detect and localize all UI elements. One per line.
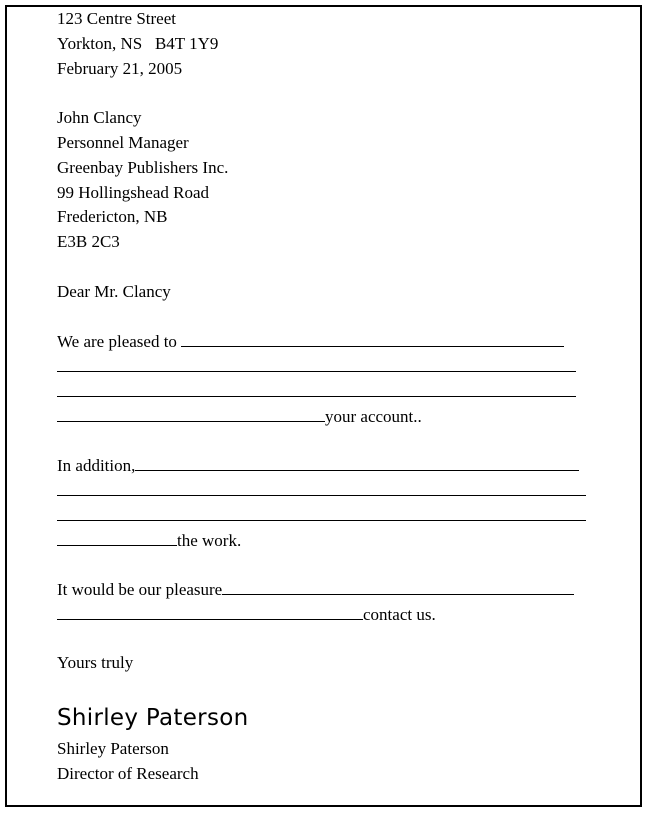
paragraph2-line2 (57, 480, 586, 501)
blank-line[interactable] (57, 505, 586, 521)
blank-line[interactable] (181, 331, 564, 347)
paragraph1-start: We are pleased to (57, 332, 182, 351)
recipient-title: Personnel Manager (57, 133, 189, 152)
blank-line[interactable] (57, 530, 177, 546)
paragraph2-line3 (57, 505, 586, 526)
paragraph2-start: In addition, (57, 456, 136, 475)
paragraph1-line4 (57, 406, 422, 427)
paragraph2-line4 (57, 530, 241, 551)
paragraph2-end: the work. (177, 531, 242, 550)
recipient-street: 99 Hollingshead Road (57, 183, 210, 202)
handwritten-signature: Shirley Paterson (57, 705, 249, 731)
paragraph2-line1 (57, 455, 579, 476)
blank-line[interactable] (57, 356, 576, 372)
blank-line[interactable] (57, 604, 363, 620)
sender-city-line: Yorkton, NS B4T 1Y9 (57, 34, 219, 53)
recipient-company: Greenbay Publishers Inc. (57, 158, 229, 177)
paragraph3-start: It would be our pleasure (57, 580, 223, 599)
signer-title: Director of Research (57, 764, 199, 783)
sender-street: 123 Centre Street (57, 9, 176, 28)
blank-line[interactable] (135, 455, 579, 471)
paragraph3-line2 (57, 604, 436, 625)
recipient-city: Fredericton, NB (57, 207, 168, 226)
recipient-postal: E3B 2C3 (57, 232, 120, 251)
salutation: Dear Mr. Clancy (57, 282, 171, 301)
paragraph1-line3 (57, 381, 576, 402)
paragraph1-end: your account.. (325, 407, 422, 426)
paragraph3-end: contact us. (363, 605, 436, 624)
closing: Yours truly (57, 653, 134, 672)
paragraph3-line1 (57, 579, 574, 600)
signer-name: Shirley Paterson (57, 739, 169, 758)
blank-line[interactable] (57, 406, 325, 422)
blank-line[interactable] (57, 381, 576, 397)
recipient-name: John Clancy (57, 108, 142, 127)
paragraph1-line1 (57, 331, 564, 352)
letter-date: February 21, 2005 (57, 59, 183, 78)
blank-line[interactable] (57, 480, 586, 496)
paragraph1-line2 (57, 356, 576, 377)
blank-line[interactable] (222, 579, 574, 595)
